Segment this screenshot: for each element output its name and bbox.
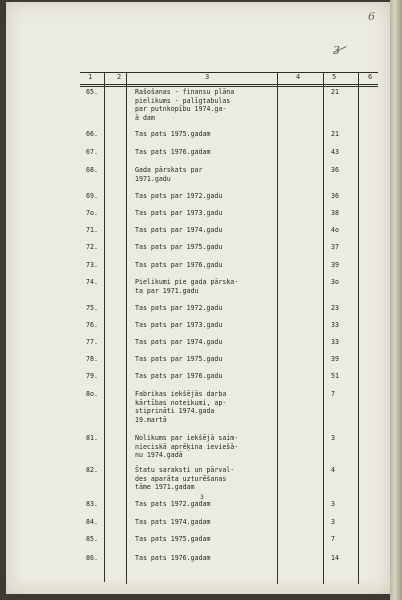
- row-description-line: Tas pats par 1975.gadu: [135, 243, 223, 251]
- row-number: 8o.: [86, 390, 98, 398]
- page-edge: [390, 0, 402, 600]
- row-page-count: 39: [331, 355, 339, 363]
- row-description-line: Rašošanas - finansu plāna: [135, 88, 235, 96]
- row-page-count: 3o: [331, 278, 339, 286]
- column-header: 6: [368, 73, 373, 81]
- row-page-count: 33: [331, 321, 339, 329]
- row-number: 68.: [86, 166, 98, 174]
- table-header-rule: [80, 84, 378, 85]
- row-page-count: 38: [331, 209, 339, 217]
- row-description-line: ā dam: [135, 113, 155, 122]
- row-description-line: Tas pats 1975.gadam: [135, 535, 211, 543]
- row-description-line: Gada pārskats par: [135, 166, 203, 174]
- row-number: 77.: [86, 338, 98, 346]
- row-page-count: 7: [331, 390, 335, 398]
- row-page-count: 3: [331, 500, 335, 508]
- row-number: 82.: [86, 466, 98, 474]
- row-page-count: 51: [331, 372, 339, 380]
- column-divider: [104, 72, 105, 582]
- row-description-line: Tas pats par 1973.gadu: [135, 321, 223, 329]
- row-number: 81.: [86, 434, 98, 442]
- row-number: 7o.: [86, 209, 98, 217]
- row-description-line: 1971.gadu: [135, 174, 171, 183]
- row-description-line: Tas pats par 1975.gadu: [135, 355, 223, 363]
- row-number: 86.: [86, 554, 98, 562]
- row-description-line: 19.martā: [135, 415, 167, 424]
- row-page-count: 36: [331, 166, 339, 174]
- row-number: 78.: [86, 355, 98, 363]
- row-number: 73.: [86, 261, 98, 269]
- row-page-count: 4o: [331, 226, 339, 234]
- column-header: 3: [205, 73, 210, 81]
- row-page-count: 3: [331, 434, 335, 442]
- column-divider: [323, 72, 324, 584]
- row-number: 76.: [86, 321, 98, 329]
- handwritten-overmark: 3: [200, 493, 204, 501]
- row-description-line: Tas pats par 1972.gadu: [135, 192, 223, 200]
- row-description-line: Tas pats par 1974.gadu: [135, 226, 223, 234]
- row-number: 75.: [86, 304, 98, 312]
- row-number: 66.: [86, 130, 98, 138]
- row-page-count: 23: [331, 304, 339, 312]
- row-number: 74.: [86, 278, 98, 286]
- row-description-line: Tas pats 1976.gadam: [135, 554, 211, 562]
- row-description-line: des aparāta uzturēšanas: [135, 474, 227, 483]
- row-page-count: 43: [331, 148, 339, 156]
- row-description-line: Tas pats par 1973.gadu: [135, 209, 223, 217]
- row-number: 65.: [86, 88, 98, 96]
- row-description-line: Tas pats 1972.gadam: [135, 500, 211, 508]
- row-number: 69.: [86, 192, 98, 200]
- column-divider: [358, 72, 359, 584]
- row-description-line: kārtības noteikumi, ap-: [135, 398, 227, 407]
- row-number: 72.: [86, 243, 98, 251]
- row-description-line: Štatu saraksti un pārval-: [135, 466, 235, 474]
- column-header: 4: [296, 73, 301, 81]
- row-description-line: Fabrikas iekšējās darba: [135, 390, 227, 398]
- column-header: 1: [88, 73, 93, 81]
- row-description-line: tāme 1971.gadam: [135, 483, 195, 491]
- row-description-line: Tas pats par 1972.gadu: [135, 304, 223, 312]
- row-number: 71.: [86, 226, 98, 234]
- row-page-count: 33: [331, 338, 339, 346]
- row-number: 85.: [86, 535, 98, 543]
- row-description-line: Tas pats 1974.gadam: [135, 518, 211, 526]
- table-header-rule-2: [80, 86, 378, 87]
- row-page-count: 4: [331, 466, 335, 474]
- corner-page-mark: 6: [368, 10, 375, 23]
- column-header: 5: [332, 73, 337, 81]
- row-page-count: 7: [331, 535, 335, 543]
- column-divider: [277, 72, 278, 584]
- column-header: 2: [117, 73, 122, 81]
- row-description-line: stiprināti 1974.gada: [135, 407, 215, 415]
- row-number: 84.: [86, 518, 98, 526]
- row-page-count: 21: [331, 130, 339, 138]
- row-page-count: 21: [331, 88, 339, 96]
- row-number: 83.: [86, 500, 98, 508]
- row-description-line: pielikums - palīgtabulas: [135, 96, 231, 105]
- row-description-line: Tas pats 1976.gadam: [135, 148, 211, 156]
- row-page-count: 14: [331, 554, 339, 562]
- row-description-line: Tas pats par 1976.gadu: [135, 261, 223, 269]
- row-description-line: Tas pats par 1976.gadu: [135, 372, 223, 380]
- row-page-count: 37: [331, 243, 339, 251]
- row-description-line: Tas pats par 1974.gadu: [135, 338, 223, 346]
- row-description-line: Tas pats 1975.gadam: [135, 130, 211, 138]
- row-page-count: 3: [331, 518, 335, 526]
- row-page-count: 39: [331, 261, 339, 269]
- row-description-line: nieciskā aprēķina ieviešā-: [135, 442, 239, 451]
- row-description-line: Nolikums par iekšējā saim-: [135, 434, 239, 442]
- row-number: 79.: [86, 372, 98, 380]
- column-divider: [126, 72, 127, 584]
- row-description-line: par putnkopību 1974.ga-: [135, 105, 227, 113]
- row-description-line: nu 1974.gadā: [135, 451, 183, 459]
- row-description-line: ta par 1971.gadu: [135, 286, 199, 295]
- row-page-count: 36: [331, 192, 339, 200]
- row-number: 67.: [86, 148, 98, 156]
- row-description-line: Pielikumi pie gada pārska-: [135, 278, 239, 286]
